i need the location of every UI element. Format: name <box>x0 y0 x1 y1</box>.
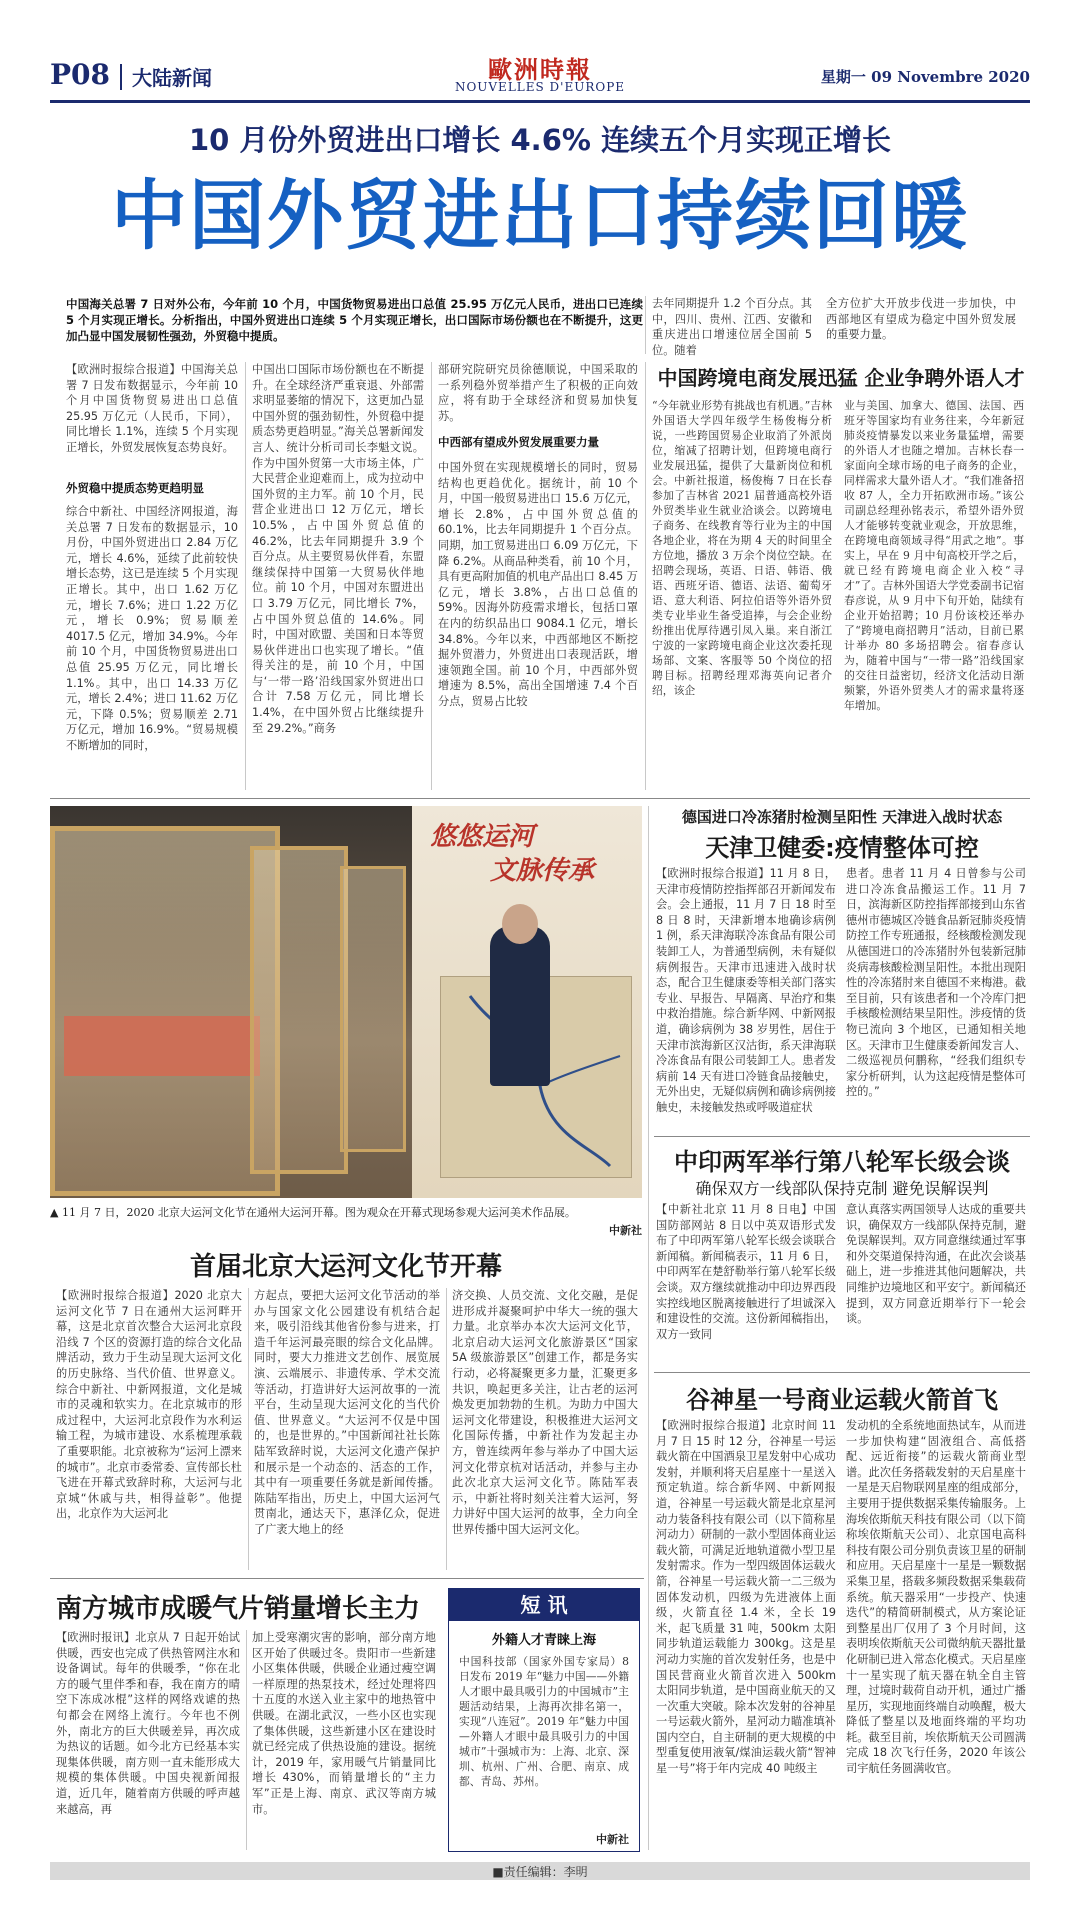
tianjin-col-2: 患者。患者 11 月 4 日曾参与公司进口冷冻食品搬运工作。11 月 7 日，滨海新区防控指挥部接到山东省德州市德城区冷链食品新冠肺炎疫情防控工作专班通报，经核酸检测发现从德国进口的冷冻猪肘外包装新冠肺炎病毒核酸检测呈阳性。本批出现阳性的冷冻猪肘来自德国不来梅港。截至目前，只有该患者和一个冷库门把手核酸检测结果呈阳性。涉疫情的货物已流向 3 个地区，已通知相关地区。天津市卫生健康委新闻发言人、二级巡视员何鹏称，“经我们组织专家分析研判，认为这起疫情是整体可控的。” <box>846 867 1026 1099</box>
rule <box>654 1372 1030 1373</box>
canal-col-3: 济交换、人员交流、文化交融，是促进形成并凝聚呵护中华大一统的强大力量。北京举办本次大运河文化节，北京启动大运河文化旅游景区“国家 5A 级旅游景区”创建工作，都是务实行动，必将凝聚更多力量，汇聚更多共识，唤起更多关注，让古老的运河焕发更加勃勃的生机。为助力中国大运河文化带建设，积极推进大运河文化国际传播，中新社作为发起主办方，曾连续两年参与举办了中国大运河文化带京杭对话活动，并参与主办此次北京大运河文化节。陈陆军表示，中新社将时刻关注着大运河，努力讲好中国大运河的故事，全力向全世界传播中国大运河文化。 <box>452 1289 638 1536</box>
tianjin-kicker: 德国进口冷冻猪肘检测呈阳性 天津进入战时状态 <box>681 808 1003 826</box>
ecommerce-col-2: 业与美国、加拿大、德国、法国、西班牙等国家均有业务往来，今年新冠肺炎疫情暴发以来业务量猛增，需要的外语人才也随之增加。吉林长春一家面向全球市场的电子商务的企业，同样需求大量外语人才。“我们准备招收 87 人，全力开拓欧洲市场。”该公司副总经理孙铭表示，希望外语外贸人才能够转变就业观念，开放思维，在跨境电商领域寻得“用武之地”。事实上，早在 9 月中旬高校开学之后，就已经有跨境电商企业入校“寻才”了。吉林外国语大学党委副书记宿春彦说，从 9 月中下旬开始，陆续有企业开始招聘；10 月份该校还举办了“跨境电商招聘月”活动，目前已累计举办 80 多场招聘会。宿春彦认为，随着中国与“一带一路”沿线国家的交往日益密切，经济文化活动日渐频繁，外语外贸类人才的需求量将逐年增加。 <box>844 399 1024 712</box>
display-case <box>250 846 348 1174</box>
lead-subhead-1: 外贸稳中提质态势更趋明显 <box>66 481 204 495</box>
visitor-figure <box>490 926 550 1086</box>
lead-col-2: 中国出口国际市场份额也在不断提升。在全球经济严重衰退、外部需求明显萎缩的情况下，这更加凸显中国外贸的强劲韧性，外贸稳中提质态势更趋明显。”海关总署新闻发言人、统计分析司司长李魁文说。作为中国外贸第一大市场主体，广大民营企业迎难而上，成为拉动中国外贸的主力军。前 10 个月，民营企业进出口 12 万亿元，增长 10.5%，占中国外贸总值的 46.2%，比去年同期提升 3.9 个百分点。从主要贸易伙伴看，东盟继续保持中国第一大贸易伙伴地位。前 10 个月，中国对东盟进出口 3.79 万亿元，同比增长 7%，占中国外贸总值的 14.6%。同时，中国对欧盟、美国和日本等贸易伙伴进出口也实现了增长。“值得关注的是，前 10 个月，中国与‘一带一路’沿线国家外贸进出口合计 7.58 万亿元，同比增长 1.4%，在中国外贸占比继续提升至 29.2%。”商务 <box>252 363 424 735</box>
india-col-2: 意认真落实两国领导人达成的重要共识，确保双方一线部队保持克制，避免误解误判。双方同意继续通过军事和外交渠道保持沟通，在此次会谈基础上，进一步推进其他问题解决，共同维护边境地区和平安宁。新闻稿还提到，双方同意近期举行下一轮会谈。 <box>846 1203 1026 1326</box>
page-number: P08 <box>50 58 111 91</box>
rule <box>645 296 646 354</box>
lead-col-3b-text: 中国外贸在实现规模增长的同时，贸易结构也更趋优化。据统计，前 10 个月，中国一般贸易进出口 15.6 万亿元，增长 2.8%，占中国外贸总值的 60.1%，比去年同期提升 1 个百分点。同期，加工贸易进出口 6.09 万亿元，下降 6.2%。从商品种类看，前 10 个月，具有更高附加值的机电产品出口 8.45 万亿元，增长 3.8%，占出口总值的 59%。因海外防疫需求增长，包括口罩在内的纺织品出口 9084.1 亿元，增长 34.8%。今年以来，中西部地区不断挖掘外贸潜力，外贸进出口表现活跃，增速领跑全国。前 10 个月，中西部外贸增速为 8.5%，高出全国增速 7.4 个百分点，贸易占比较 <box>438 461 638 708</box>
briefs-body: 中国科技部（国家外国专家局）8 日发布 2019 年“魅力中国——外籍人才眼中最具吸引力的中国城市”主题活动结果，上海再次排名第一，实现“八连冠”。2019 年“魅力中国—外籍人才眼中最具吸引力的中国城市”十强城市为：上海、北京、深圳、杭州、广州、合肥、南京、成都、青岛、苏州。 <box>459 1655 629 1788</box>
page-header <box>50 56 1030 96</box>
header-divider <box>120 64 122 90</box>
rule <box>446 1288 447 1570</box>
briefs-label: 短 讯 <box>449 1589 639 1621</box>
lead-col-1-text: 【欧洲时报综合报道】中国海关总署 7 日发布数据显示，今年前 10 个月中国货物贸易进出口总值 25.95 万亿元（人民币，下同），同比增长 1.1%，连续 5 个月实现正增长，外贸发展恢复态势良好。 <box>66 363 238 454</box>
display-case <box>50 826 280 1196</box>
lead-col-3 <box>438 362 638 790</box>
footer-editor: ■责任编辑：李明 <box>492 1865 588 1879</box>
display-case <box>64 1016 260 1076</box>
india-headline: 中印两军举行第八轮军长级会谈 <box>674 1148 1010 1176</box>
rocket-col-1: 【欧洲时报综合报道】北京时间 11 月 7 日 15 时 12 分，谷神星一号运载火箭在中国酒泉卫星发射中心成功发射，并顺利将天启星座十一星送入预定轨道。综合新华网、中新网报道，谷神星一号运载火箭是北京星河动力装备科技有限公司（以下简称星河动力）研制的一款小型固体商业运载火箭，可满足近地轨道微小型卫星发射需求。作为一型四级固体运载火箭，谷神星一号运载火箭一二三级为固体发动机，四级为先进液体上面级，火箭直径 1.4 米，全长 19 米，起飞质量 31 吨，500km 太阳同步轨道运载能力 300kg。这是星河动力实施的首次发射任务，也是中国民营商业火箭首次进入 500km 太阳同步轨道，是中国商业航天的又一次重大突破。除本次发射的谷神星一号运载火箭外，星河动力瞄准填补国内空白，自主研制的更大规模的中型重复使用液氧/煤油运载火箭“智神星一号”将于年内完成 40 吨级主 <box>656 1419 836 1776</box>
lead-col-3-text: 部研究院研究员徐德顺说，中国采取的一系列稳外贸举措产生了积极的正向效应，将有助于全球经济和贸易加快复苏。 <box>438 363 638 423</box>
logo-fr: NOUVELLES D'EUROPE <box>454 80 626 94</box>
logo-cn: 歐洲時報 <box>488 55 592 84</box>
section-name: 大陆新闻 <box>132 66 212 90</box>
briefs-box <box>448 1588 640 1852</box>
ecommerce-col-1: “今年就业形势有挑战也有机遇。”吉林外国语大学四年级学生杨俊梅分析说，一些跨国贸易企业取消了外派岗位，缩减了招聘计划，但跨境电商行业发展迅猛，提供了大量新岗位和机会。中新社报道，杨俊梅 7 日在长春参加了吉林省 2021 届普通高校外语外贸类毕业生就业洽谈会。以跨境电子商务、在线教育等行业为主的中国各地企业，将在为期 4 天的时间里全方位地，播放 3 万余个岗位空缺。在招聘会现场，英语、日语、韩语、俄语、西班牙语、德语、法语、葡萄牙语、意大利语、阿拉伯语等外语外贸类专业毕业生备受追捧，与会企业纷纷推出优厚待遇引凤入巢。来自浙江宁波的一家跨境电商企业这次委托现场部、文案、客服等 50 个岗位的招聘目标。招聘经理邓海英向记者介绍，该企 <box>652 399 832 697</box>
rule <box>431 362 432 790</box>
rule <box>648 806 649 1850</box>
rule <box>50 798 1030 799</box>
india-subhead: 确保双方一线部队保持克制 避免误解误判 <box>695 1179 989 1198</box>
visitor-head <box>502 904 538 944</box>
lead-col-4: 去年同期提升 1.2 个百分点。其中，四川、贵州、江西、安徽和重庆进出口增速位居全国前 5 位。随着 <box>652 297 812 357</box>
lead-col-5: 全方位扩大开放步伐进一步加快，中西部地区有望成为稳定中国外贸发展的重要力量。 <box>826 297 1016 342</box>
lead-summary: 中国海关总署 7 日对外公布，今年前 10 个月，中国货物贸易进出口总值 25.95 万亿元人民币，进出口已连续 5 个月实现正增长。分析指出，中国外贸进出口连续 5 个月实现正增长，出口国际市场份额也在不断提升，这更加凸显中国发展韧性强劲，外贸稳中提质。 <box>66 297 643 343</box>
tianjin-col-1: 【欧洲时报综合报道】11 月 8 日，天津市疫情防控指挥部召开新闻发布会。会上通报，11 月 7 日 18 时至 8 日 8 时，天津新增本地确诊病例 1 例，系天津海联冷冻食品有限公司装卸工人，为普通型病例，未有疑似病例报告。天津市迅速进入战时状态，配合卫生健康委等相关部门落实专业、早报告、早隔离、早治疗和集中救治措施。综合新华网、中新网报道，确诊病例为 38 岁男性，居住于天津市滨海新区汉沽街，系天津海联冷冻食品有限公司装卸工人。患者发病前 14 天有进口冷链食品接触史，无外出史，无疑似病例和确诊病例接触史，未接触发热或呼吸道症状 <box>656 867 836 1114</box>
caption-text: ▲ 11 月 7 日，2020 北京大运河文化节在通州大运河开幕。图为观众在开幕式现场参观大运河美术作品展。 <box>50 1206 576 1219</box>
canal-caption <box>50 1205 642 1239</box>
heating-col-1: 【欧洲时报讯】北京从 7 日起开始试供暖，西安也完成了供热管网注水和设备调试。每年的供暖季，“你在北方的暖气里伴季和春，我在南方的晴空下冻成冰棍”这样的网络戏谑的热句都会在网络上流行。今年也不例外，南北方的巨大供暖差异，再次成为热议的话题。如今北方已经基本实现集体供暖，南方则一直未能形成大规模的集体供暖。中国央视新闻报道，近几年，随着南方供暖的呼声越来越高，再 <box>56 1631 240 1816</box>
caption-credit: 中新社 <box>609 1224 642 1237</box>
lead-col-1b-text: 综合中新社、中国经济网报道，海关总署 7 日发布的数据显示，10 月份，中国外贸进出口 2.84 万亿元，增长 4.6%，延续了此前较快增长态势，这已是连续 5 个月实现正增长。其中，出口 1.62 万亿元，增长 7.6%；进口 1.22 万亿元，增长 0.9%；贸易顺差 4017.5 亿元，增加 34.9%。今年前 10 个月，中国货物贸易进出口总值 25.95 万亿元，同比增长 1.1%。其中，出口 14.33 万亿元，增长 2.4%；进口 11.62 万亿元，下降 0.5%；贸易顺差 2.71 万亿元，增加 16.9%。“贸易规模不断增加的同时， <box>66 505 238 752</box>
header-date: 星期一 09 Novembre 2020 <box>820 68 1030 86</box>
rule <box>645 362 646 790</box>
briefs-headline: 外籍人才青睐上海 <box>491 1633 596 1648</box>
canal-col-1: 【欧洲时报综合报道】2020 北京大运河文化节 7 日在通州大运河畔开幕，这是北京首次整合大运河北京段沿线 7 个区的资源打造的综合文化品牌活动，致力于生动呈现大运河文化的历史脉络、当代价值、世界意义。综合中新社、中新网报道，文化是城市的灵魂和软实力。在北京城市的形成过程中，大运河北京段作为水利运输工程，为城市建设、水系梳理承载了重要职能。北京被称为“运河上漂来的城市”。北京市委常委、宣传部长杜飞进在开幕式致辞时称，大运河与北京城“休戚与共，相得益彰”。他提出，北京作为大运河北 <box>56 1289 242 1521</box>
briefs-credit: 中新社 <box>596 1833 629 1846</box>
exhibition-banner-1: 悠悠运河 <box>430 822 535 852</box>
lead-subhead-2: 中西部有望成外贸发展重要力量 <box>438 435 599 449</box>
rule <box>246 1630 247 1850</box>
canal-photo <box>50 806 642 1198</box>
rule <box>245 362 246 790</box>
india-col-1: 【中新社北京 11 月 8 日电】中国国防部网站 8 日以中英双语形式发布了中印两军第八轮军长级会谈联合新闻稿。新闻稿表示，11 月 6 日，中印两军在楚舒勒举行第八轮军长级会谈。双方继续就推动中印边界西段实控线地区脱离接触进行了坦诚深入和建设性的交流。这份新闻稿指出，双方一致同 <box>656 1203 836 1341</box>
rocket-headline: 谷神星一号商业运载火箭首飞 <box>686 1386 998 1414</box>
ecommerce-headline: 中国跨境电商发展迅猛 企业争聘外语人才 <box>657 366 1025 390</box>
heating-col-2: 加上受寒潮灾害的影响，部分南方地区开始了供暖过冬。贵阳市一些新建小区集体供暖，供暖企业通过瘦空调一样原理的热泵技术，经过处理将四十五度的水送入业主家中的地热管中供暖。在湖北武汉，一些小区也实现了集体供暖，这些新建小区在建设时就已经完成了供热设施的建设。据统计，2019 年，家用暖气片销量同比增长 430%，而销量增长的“主力军”正是上海、南京、武汉等南方城市。 <box>252 1631 436 1816</box>
rule <box>654 1136 1030 1137</box>
rule <box>50 1578 644 1579</box>
canal-headline: 首届北京大运河文化节开幕 <box>189 1252 502 1282</box>
canal-col-2: 方起点，要把大运河文化节活动的举办与国家文化公园建设有机结合起来，吸引沿线其他省份参与进来，打造千年运河最亮眼的综合文化品牌。同时，要大力推进文艺创作、展览展演、云端展示、非遗传承、学术交流等活动，打造讲好大运河故事的一流平台，生动呈现大运河文化的当代价值、世界意义。“大运河不仅是中国的，也是世界的。”中国新闻社社长陈陆军致辞时说，大运河文化遗产保护和展示是一个动态的、活态的工作，其中有一项重要任务就是新闻传播。陈陆军指出，历史上，中国大运河气贯南北，通达天下，惠泽亿众，促进了广袤大地上的经 <box>254 1289 440 1536</box>
lead-kicker: 10 月份外贸进出口增长 4.6% 连续五个月实现正增长 <box>188 123 892 157</box>
tianjin-headline: 天津卫健委:疫情整体可控 <box>705 834 979 862</box>
rule <box>248 1288 249 1570</box>
display-case <box>340 866 406 1152</box>
exhibition-banner-2: 文脉传承 <box>490 856 595 886</box>
header-rule <box>50 100 1030 103</box>
rocket-col-2: 发动机的全系统地面热试车，从而进一步加快构建“固液组合、高低搭配、远近衔接”的运载火箭商业型谱。此次任务搭载发射的天启星座十一星是天启物联网星座的组成部分，主要用于提供数据采集传输服务。上海埃依斯航天科技有限公司（以下简称埃依斯航天公司）、北京国电高科科技有限公司分别负责该卫星的研制和应用。天启星座十一星是一颗数据采集卫星，搭载多频段数据采集载荷系统。航天器采用“一步投产、快速迭代”的精简研制模式，从方案论证到整星出厂仅用了 3 个月时间，这表明埃依斯航天公司微纳航天器批量化研制已进入常态化模式。天启星座十一星实现了航天器在轨全自主管理，过境时载荷自动开机，通过广播星历，实现地面终端自动唤醒，极大降低了整星以及地面终端的平均功耗。截至目前，埃依斯航天公司圆满完成 18 次飞行任务，2020 年该公司宇航任务圆满收官。 <box>846 1419 1026 1776</box>
lead-col-1 <box>66 362 238 790</box>
heating-headline: 南方城市成暖气片销量增长主力 <box>56 1594 421 1624</box>
lead-headline: 中国外贸进出口持续回暖 <box>111 171 969 260</box>
